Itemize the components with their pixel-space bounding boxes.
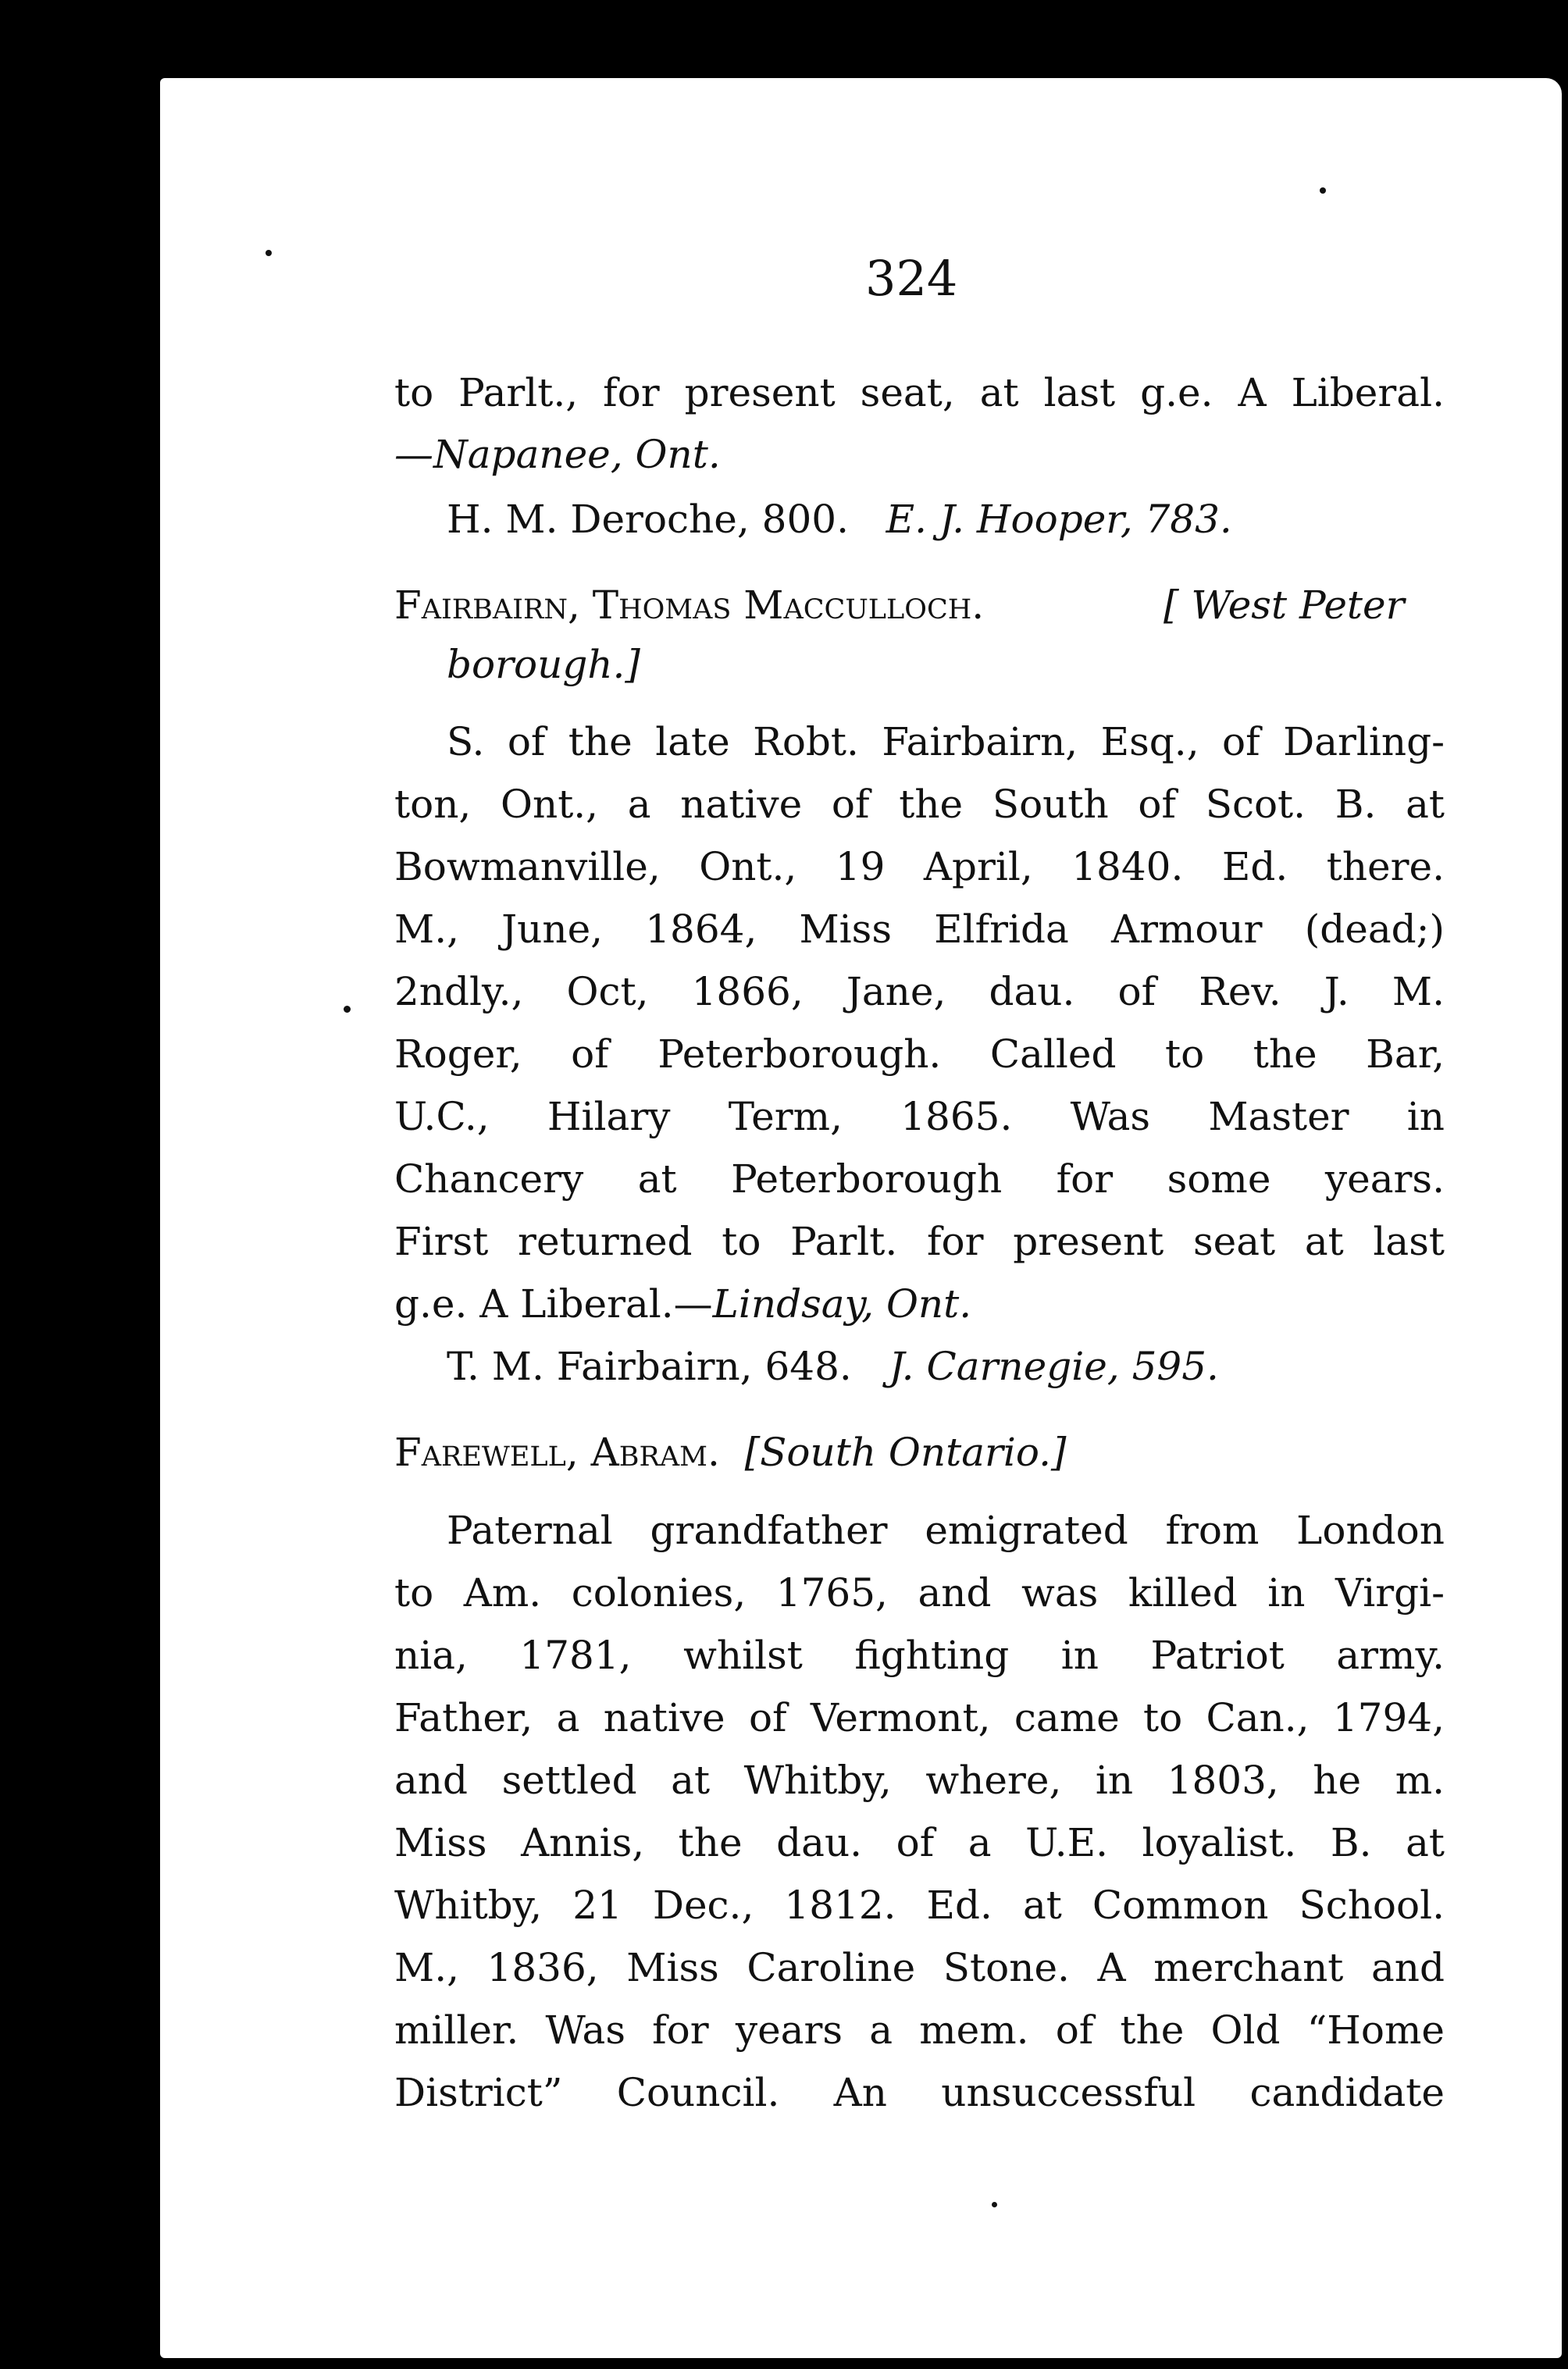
text-line: 2ndly., Oct, 1866, Jane, dau. of Rev. J. M.	[394, 969, 1445, 1014]
text-line: Whitby, 21 Dec., 1812. Ed. at Common School.	[394, 1883, 1445, 1928]
vote-line	[447, 497, 1232, 542]
text-line: U.C., Hilary Term, 1865. Was Master in	[394, 1094, 1445, 1139]
text-line: to Parlt., for present seat, at last g.e. A Liberal.	[394, 370, 1445, 415]
scan-speck	[344, 1006, 351, 1013]
text-line: M., June, 1864, Miss Elfrida Armour (dead;)	[394, 907, 1445, 952]
scan-speck	[265, 250, 272, 256]
text-line: nia, 1781, whilst fighting in Patriot army.	[394, 1633, 1445, 1678]
entry-riding-cont: borough.]	[447, 642, 640, 687]
text-line: Roger, of Peterborough. Called to the Bar,	[394, 1031, 1445, 1077]
scan-speck	[992, 2202, 997, 2207]
text-line: Paternal grandfather emigrated from London	[447, 1508, 1445, 1553]
text-line: Miss Annis, the dau. of a U.E. loyalist. B. at	[394, 1820, 1445, 1865]
text-line: M., 1836, Miss Caroline Stone. A merchant and	[394, 1945, 1445, 1990]
text-line: S. of the late Robt. Fairbairn, Esq., of Darling-	[447, 719, 1445, 764]
text-line: Father, a native of Vermont, came to Can., 1794,	[394, 1695, 1445, 1740]
text-line: Bowmanville, Ont., 19 April, 1840. Ed. there.	[394, 844, 1445, 889]
vote-line	[447, 1344, 1219, 1389]
entry-heading	[394, 1430, 1067, 1475]
text-line: First returned to Parlt. for present seat at last	[394, 1219, 1445, 1264]
entry-heading	[394, 582, 985, 628]
vote-runner-up: E. J. Hooper, 783.	[886, 497, 1232, 542]
text-line: g.e. A Liberal.—Lindsay, Ont.	[394, 1281, 972, 1327]
text-line: Chancery at Peterborough for some years.	[394, 1156, 1445, 1202]
vote-runner-up: J. Carnegie, 595.	[889, 1344, 1219, 1389]
page-number: 324	[865, 250, 958, 307]
entry-riding: [ West Peter	[1164, 582, 1405, 628]
text-line: District” Council. An unsuccessful candidate	[394, 2070, 1445, 2115]
scan-speck	[1320, 187, 1326, 194]
text-line: miller. Was for years a mem. of the Old “Home	[394, 2007, 1445, 2053]
text-line: ton, Ont., a native of the South of Scot. B. at	[394, 782, 1445, 827]
entry-riding: [South Ontario.]	[744, 1430, 1067, 1475]
vote-winner: T. M. Fairbairn, 648.	[447, 1344, 852, 1389]
entry-name: Fairbairn, Thomas Macculloch.	[394, 582, 985, 628]
vote-winner: H. M. Deroche, 800.	[447, 497, 849, 542]
entry-name: Farewell, Abram.	[394, 1430, 720, 1475]
text-line: to Am. colonies, 1765, and was killed in Virgi-	[394, 1570, 1445, 1616]
text-line: —Napanee, Ont.	[394, 432, 721, 477]
text-line: and settled at Whitby, where, in 1803, he m.	[394, 1758, 1445, 1803]
